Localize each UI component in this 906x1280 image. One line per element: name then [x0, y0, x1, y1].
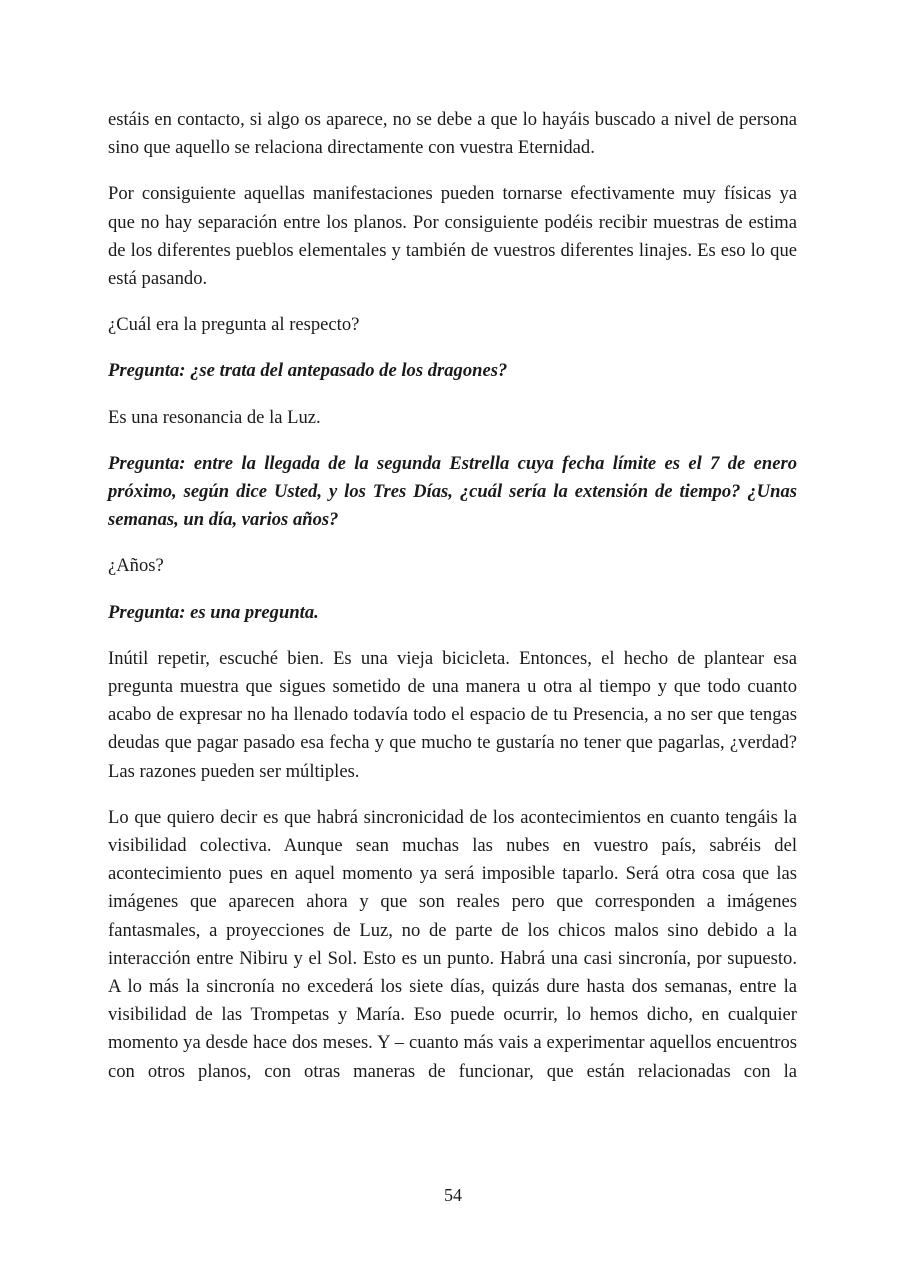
paragraph-6: Inútil repetir, escuché bien. Es una vieja bicicleta. Entonces, el hecho de plantear esa pregunta muestra que sigues sometido de una manera u otra al tiempo y que todo cuanto acabo de expresar no ha llenado todavía todo el espacio de tu Presencia, a no ser que tengas deudas que pagar pasado esa fecha y que mucho te gustaría no tener que pagarlas, ¿verdad? Las razones pueden ser múltiples.: [108, 647, 797, 782]
question-2: Pregunta: entre la llegada de la segunda Estrella cuya fecha límite es el 7 de enero próximo, según dice Usted, y los Tres Días, ¿cuál sería la extensión de tiempo? ¿Unas semanas, un día, varios años?: [108, 452, 797, 531]
paragraph-1: estáis en contacto, si algo os aparece, no se debe a que lo hayáis buscado a nivel de persona sino que aquello se relaciona directamente con vuestra Eternidad.: [108, 109, 797, 159]
paragraph-3: ¿Cuál era la pregunta al respecto?: [108, 314, 360, 336]
page-body: [108, 106, 797, 1086]
question-1: Pregunta: ¿se trata del antepasado de los dragones?: [108, 360, 508, 382]
question-3: Pregunta: es una pregunta.: [108, 601, 319, 623]
paragraph-2: Por consiguiente aquellas manifestaciones pueden tornarse efectivamente muy físicas ya que no hay separación entre los planos. Por consiguiente podéis recibir muestras de estima de los diferentes pueblos elementales y también de vuestros diferentes linajes. Es eso lo que está pasando.: [108, 183, 797, 290]
paragraph-7: Lo que quiero decir es que habrá sincronicidad de los acontecimientos en cuanto tengáis la visibilidad colectiva. Aunque sean muchas las nubes en vuestro país, sabréis del acontecimiento pues en aquel momento ya será imposible taparlo. Será otra cosa que las imágenes que aparecen ahora y que son reales pero que corresponden a imágenes fantasmales, a proyecciones de Luz, no de parte de los chicos malos sino debido a la interacción entre Nibiru y el Sol. Esto es un punto. Habrá una casi sincronía, por supuesto. A lo más la sincronía no excederá los siete días, quizás dure hasta dos semanas, entre la visibilidad de las Trompetas y María. Eso puede ocurrir, lo hemos dicho, en cualquier momento ya desde hace dos meses. Y – cuanto más vais a experimentar aquellos encuentros con otros planos, con otras maneras de funcionar, que están relacionadas con la: [108, 806, 797, 1082]
page-number: 54: [444, 1185, 462, 1205]
paragraph-5: ¿Años?: [108, 555, 164, 577]
paragraph-4: Es una resonancia de la Luz.: [108, 406, 321, 428]
